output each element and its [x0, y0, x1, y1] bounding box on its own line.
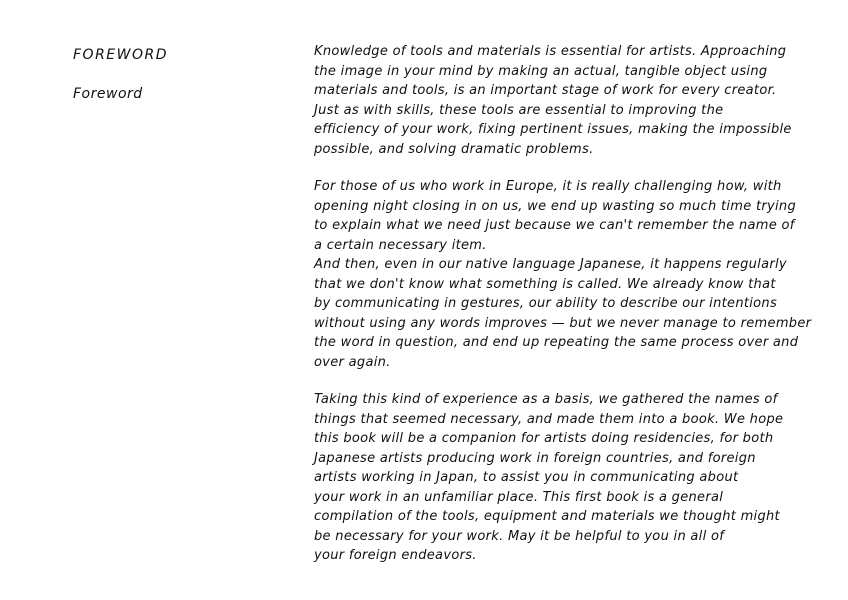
text-line: opening night closing in on us, we end up wasting so much time trying	[314, 198, 796, 214]
text-line: that we don't know what something is called. We already know that	[314, 276, 776, 292]
text-line: And then, even in our native language Japanese, it happens regularly	[314, 257, 787, 272]
paragraph-2	[314, 177, 794, 255]
section-title: Foreword	[73, 86, 143, 102]
text-line: For those of us who work in Europe, it is really challenging how, with	[314, 179, 782, 194]
text-line: Taking this kind of experience as a basis, we gathered the names of	[314, 392, 778, 407]
text-line: Just as with skills, these tools are essential to improving the	[314, 102, 724, 118]
text-line: possible, and solving dramatic problems.	[314, 141, 594, 157]
section-label: FOREWORD	[73, 47, 169, 63]
text-line: Japanese artists producing work in foreign countries, and foreign	[314, 450, 756, 466]
paragraph-3	[314, 255, 812, 372]
text-line: compilation of the tools, equipment and materials we thought might	[314, 509, 780, 524]
text-line: by communicating in gestures, our ability to describe our intentions	[314, 296, 778, 311]
text-line: to explain what we need just because we can't remember the name of	[314, 218, 795, 233]
foreword-body	[314, 42, 812, 566]
text-line: your foreign endeavors.	[314, 548, 477, 563]
text-line: be necessary for your work. May it be helpful to you in all of	[314, 528, 725, 544]
text-line: this book will be a companion for artists doing residencies, for both	[314, 431, 774, 446]
text-line: Knowledge of tools and materials is essential for artists. Approaching	[314, 44, 787, 59]
text-line: a certain necessary item.	[314, 237, 487, 253]
text-line: materials and tools, is an important stage of work for every creator.	[314, 83, 777, 98]
text-line: over again.	[314, 354, 391, 370]
paragraph-1	[314, 42, 794, 159]
text-line: artists working in Japan, to assist you in communicating about	[314, 470, 739, 485]
text-line: the image in your mind by making an actual, tangible object using	[314, 63, 768, 79]
text-line: your work in an unfamiliar place. This first book is a general	[314, 489, 724, 505]
text-line: efficiency of your work, fixing pertinent issues, making the impossible	[314, 122, 792, 137]
text-line: things that seemed necessary, and made them into a book. We hope	[314, 411, 784, 427]
text-line: the word in question, and end up repeating the same process over and	[314, 335, 799, 350]
paragraph-4	[314, 390, 794, 566]
text-line: without using any words improves — but we never manage to remember	[314, 315, 812, 331]
